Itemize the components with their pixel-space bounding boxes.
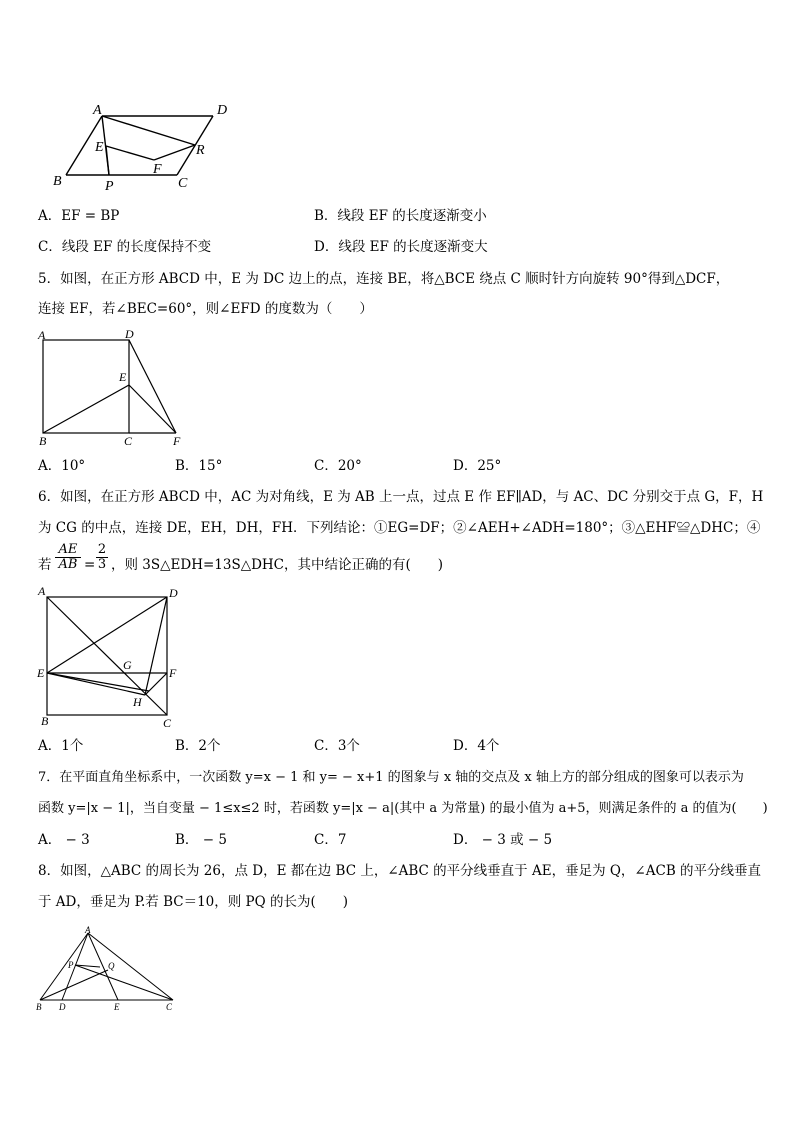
label-A: A bbox=[85, 925, 91, 935]
label-A: A bbox=[93, 103, 102, 118]
label-F: F bbox=[169, 666, 177, 680]
q6-text-line1: 6．如图，在正方形 ABCD 中，AC 为对角线，E 为 AB 上一点，过点 E 作 EF∥AD，与 AC、DC 分别交于点 G，F，H bbox=[38, 489, 764, 505]
label-D: D bbox=[217, 103, 228, 118]
label-P: P bbox=[105, 179, 114, 194]
label-A: A bbox=[38, 584, 46, 598]
label-H: H bbox=[133, 695, 142, 709]
label-B: B bbox=[53, 174, 62, 189]
q7-text-line1: 7．在平面直角坐标系中，一次函数 y=x − 1 和 y= − x+1 的图象与 x 轴的交点及 x 轴上方的部分组成的图象可以表示为 bbox=[38, 770, 744, 785]
q8-text-line1: 8．如图，△ABC 的周长为 26，点 D，E 都在边 BC 上，∠ABC 的平分线垂直于 AE，垂足为 Q，∠ACB 的平分线垂直 bbox=[38, 863, 762, 879]
frac-equals: = bbox=[84, 557, 96, 573]
fraction-ae-ab bbox=[55, 543, 81, 572]
figure-q4-parallelogram bbox=[50, 100, 240, 195]
label-C: C bbox=[163, 716, 172, 730]
q5-text-line2: 连接 EF，若∠BEC=60°，则∠EFD 的度数为（ ） bbox=[38, 301, 373, 317]
label-C: C bbox=[166, 1002, 173, 1012]
label-G: G bbox=[123, 658, 132, 672]
q5-option-a: A．10° bbox=[38, 458, 86, 474]
fraction-two-thirds bbox=[96, 543, 108, 572]
label-E: E bbox=[114, 1002, 120, 1012]
label-C: C bbox=[178, 176, 188, 191]
q7-option-b: B． − 5 bbox=[175, 832, 227, 848]
q6-option-d: D．4个 bbox=[453, 738, 500, 754]
label-E: E bbox=[95, 140, 104, 155]
q5-option-d: D．25° bbox=[453, 458, 502, 474]
q4-option-b: B．线段 EF 的长度逐渐变小 bbox=[314, 208, 487, 224]
q6-text-line3-post: ，则 3S△EDH=13S△DHC，其中结论正确的有( ) bbox=[111, 557, 444, 573]
q4-option-a: A．EF = BP bbox=[38, 208, 120, 224]
frac-numerator-2: 2 bbox=[97, 542, 107, 557]
label-C: C bbox=[124, 434, 133, 448]
q7-option-d: D． − 3 或 − 5 bbox=[453, 832, 553, 848]
figure-q8-triangle bbox=[35, 925, 185, 1015]
q5-option-b: B．15° bbox=[175, 458, 223, 474]
q7-text-line2: 函数 y=|x − 1|，当自变量 − 1≤x≤2 时，若函数 y=|x − a|(其中 a 为常量) 的最小值为 a+5，则满足条件的 a 的值为( ) bbox=[38, 801, 768, 816]
label-E: E bbox=[119, 370, 127, 384]
q6-text-line2: 为 CG 的中点，连接 DE，EH，DH，FH．下列结论：①EG=DF；②∠AEH+∠ADH=180°；③△EHF≌△DHC；④ bbox=[38, 520, 761, 536]
q6-option-a: A．1个 bbox=[38, 738, 84, 754]
q5-text-line1: 5．如图，在正方形 ABCD 中，E 为 DC 边上的点，连接 BE，将△BCE 绕点 C 顺时针方向旋转 90°得到△DCF， bbox=[38, 271, 730, 287]
label-F: F bbox=[173, 434, 181, 448]
label-B: B bbox=[39, 434, 47, 448]
q6-option-c: C．3个 bbox=[314, 738, 360, 754]
label-D: D bbox=[169, 586, 178, 600]
label-R: R bbox=[196, 143, 205, 158]
label-B: B bbox=[41, 714, 49, 728]
label-Q: Q bbox=[108, 961, 115, 971]
label-E: E bbox=[37, 666, 45, 680]
label-F: F bbox=[153, 162, 162, 177]
q4-option-c: C．线段 EF 的长度保持不变 bbox=[38, 239, 212, 255]
q7-option-c: C．7 bbox=[314, 832, 347, 848]
label-D: D bbox=[125, 327, 134, 341]
q6-text-line3-pre: 若 bbox=[38, 557, 52, 573]
q6-option-b: B．2个 bbox=[175, 738, 221, 754]
q4-option-d: D．线段 EF 的长度逐渐变大 bbox=[314, 239, 488, 255]
label-D: D bbox=[59, 1002, 66, 1012]
figure-q6-square bbox=[35, 585, 195, 735]
frac-numerator-ae: AE bbox=[58, 542, 78, 557]
frac-denominator-3: 3 bbox=[97, 557, 107, 572]
q5-option-c: C．20° bbox=[314, 458, 362, 474]
figure-q5-square bbox=[35, 328, 195, 453]
label-A: A bbox=[38, 328, 46, 342]
label-P: P bbox=[68, 960, 74, 970]
frac-denominator-ab: AB bbox=[58, 557, 78, 572]
q7-option-a: A． − 3 bbox=[38, 832, 90, 848]
q8-text-line2: 于 AD，垂足为 P.若 BC＝10，则 PQ 的长为( ) bbox=[38, 894, 349, 910]
label-B: B bbox=[36, 1002, 42, 1012]
